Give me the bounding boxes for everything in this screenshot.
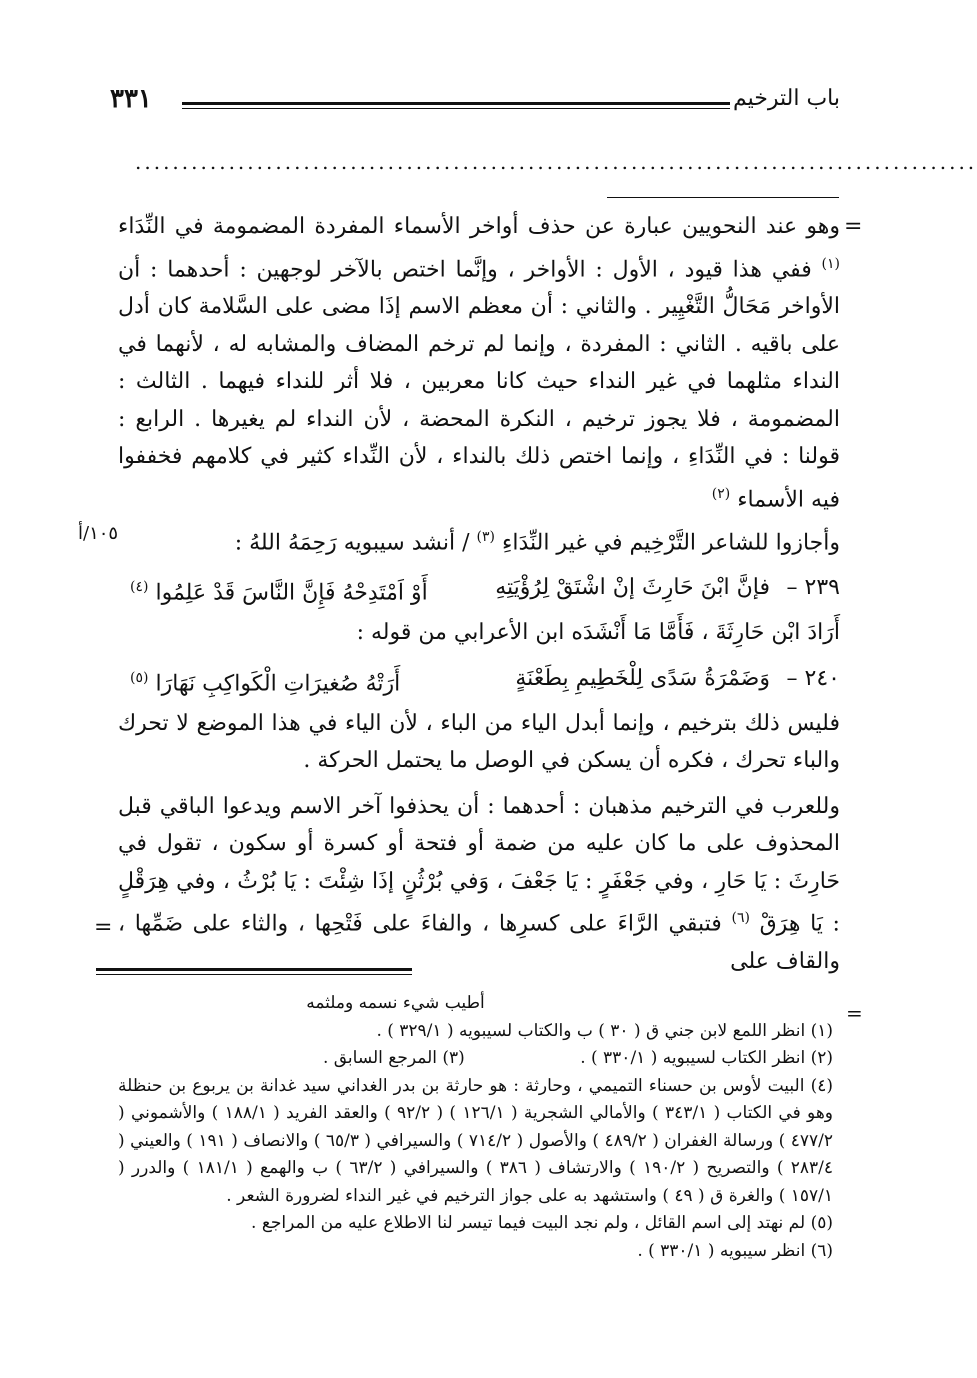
margin-reference: ١٠٥/أ bbox=[78, 523, 119, 544]
footnote-marker: (٣) bbox=[476, 528, 495, 545]
verse-number: ٢٣٩ – bbox=[786, 575, 840, 601]
footnote-rule bbox=[96, 968, 412, 975]
verse-first-hemistich: فإنَّ ابْنَ حَارِثَ إنْ اشْتَقْ لِرُؤْيَتِهِ bbox=[495, 575, 770, 601]
main-text bbox=[118, 208, 840, 981]
footnote-continuation-mark: = bbox=[846, 1001, 863, 1025]
text-run: فتبقي الرَّاءَ على كسرِها ، والفاءَ على فَتْحِها ، والثاء على ضَمِّها ، والقاف على bbox=[118, 911, 840, 975]
text-run: وللعرب في الترخيم مذهبان : أحدهما : أن يحذفوا آخر الاسم ويدعوا الباقي قبل المحذوف على ما كان عليه من ضمة أو فتحة أو كسرة أو سكون ، تقول في حَارِثَ : يَا حَارِ ، وفي جَعْفَرٍ : يَا جَعْفَ ، وَفي بُرْثُنٍ إذَا شِئْتَ : يَا بُرْثُ ، وفي هِرَقْلٍ : يَا هِرَقْ bbox=[118, 793, 841, 937]
footnote-item: (٢) انظر الكتاب لسيبويه ( ٣٣٠/١ ) . bbox=[580, 1048, 833, 1068]
chapter-title: باب الترخيم bbox=[732, 86, 840, 111]
footnote-row bbox=[118, 1045, 833, 1073]
paragraph bbox=[118, 788, 840, 981]
text-run: ففي هذا قيود ، الأول : الأواخر ، وإنَّما اختص بالآخر لوجهين : أحدهما : أن الأواخر مَحَالُّ التَّغْيِير . والثاني : أن معظم الاسم إذَا مضى على السَّلامة كان أدل على باقيه . الثاني : المفردة ، وإنما لم ترخم المضاف والمشابه له ، لأنهما في النداء مثلهما في غير النداء حيث كانا معربين ، فلا أثر للنداء فيهما . الثالث : المضمومة ، فلا يجوز ترخيم ، النكرة المحضة ، لأن النداء لم يغيرها . الرابع : قولنا : في النِّدَاءِ ، وإنما اختص ذلك بالنداء ، لأن النِّداء كثير في كلامهم فخففوا فيه الأسماء bbox=[118, 256, 840, 513]
text-run: أَوْ اَمْتَدِحْهُ فَإِنَّ النَّاسَ قَدْ عَلِمُوا bbox=[155, 580, 428, 606]
page-number: ٣٣١ bbox=[110, 84, 152, 114]
text-run: وأجازوا للشاعر التَّرْخِيم في غير النِّدَاءِ bbox=[501, 529, 840, 555]
continuation-mark-end: = bbox=[94, 915, 113, 940]
footnote-item: (٤) البيت لأوس بن حسناء التميمي ، وحارثة : هو حارثة بن بدر الغداني سيد غدانة بن يربوع بن حنظلة وهو في الكتاب ( ٣٤٣/١ ) والأمالي الشجرية ( ١٢٦/١ ) ( ٩٢/٢ ) والعقد الفريد ( ١٨٨/١ ) والأشموني ( ٤٧٧/٢ ) ورسالة الغفران ( ٤٨٩/٢ ) والأصول ( ٧١٤/٢ ) والسيرافي ( ٦٥/٣ ) والانصاف ( ١٩١ ) والعيني ( ٢٨٣/٤ ) والتصريح ( ١٩٠/٢ ) والارتشاف ( ٣٨٦ ) والسيرافي ( ٦٣/٢ ) ب والهمع ( ١٨١/١ ) والدرر ( ١٥٧/١ ) والغرة ق ( ٤٩ ) واستشهد به على جواز الترخيم في غير النداء لضرورة الشعر . bbox=[118, 1075, 834, 1206]
page-header bbox=[110, 82, 840, 122]
footnote-continued-verse: أطيب شيء نسمه وملثمه bbox=[306, 993, 485, 1013]
verse-239 bbox=[118, 569, 840, 614]
footnote-item: (٦) انظر سيبويه ( ٣٣٠/١ ) . bbox=[637, 1240, 833, 1261]
footnote-item: (٥) لم نهتد إلى اسم القائل ، ولم نجد البيت فيما تيسر لنا الاطلاع عليه من المراجع . bbox=[251, 1213, 833, 1233]
header-rule bbox=[182, 102, 730, 105]
footnote-item: (١) انظر اللمع لابن جني ق ( ٣٠ ) ب والكتاب لسيبويه ( ٣٢٩/١ ) . bbox=[376, 1020, 833, 1041]
footnote-marker: (٢) bbox=[711, 485, 731, 502]
paragraph bbox=[118, 519, 840, 562]
footnote-marker: (٤) bbox=[130, 579, 149, 596]
text-run: أَرَتْهُ صُغيرَاتِ الْكَواكِبِ نَهَارَا bbox=[155, 671, 401, 697]
footnote-item: (٣) المرجع السابق . bbox=[322, 1048, 465, 1068]
text-run: / أنشد سيبويه رَحِمَهُ اللهُ : bbox=[234, 529, 470, 555]
continuation-mark: = bbox=[844, 214, 863, 239]
verse-second-hemistich bbox=[130, 569, 428, 612]
dotted-separator: .......................................................................................... bbox=[135, 150, 977, 174]
paragraph: أَرَادَ ابْن حَارِثَةَ ، فَأَمَّا مَا أَنْشَدَه ابن الأعرابي من قوله : bbox=[356, 620, 840, 646]
footnote-marker: (١) bbox=[821, 255, 840, 272]
short-rule bbox=[607, 197, 839, 198]
verse-first-hemistich: وَضَمْرَةُ سَدًى لِلْخَطِيمِ بِطَعْنَةٍ bbox=[515, 665, 770, 691]
verse-number: ٢٤٠ – bbox=[786, 665, 840, 691]
paragraph bbox=[118, 208, 840, 519]
verse-240 bbox=[118, 660, 840, 705]
footnote-marker: (٦) bbox=[731, 910, 750, 927]
verse-second-hemistich bbox=[130, 660, 400, 703]
header-rule-thin bbox=[182, 108, 730, 109]
footnote-marker: (٥) bbox=[130, 669, 149, 686]
paragraph: فليس ذلك بترخيم ، وإنما أبدل الياء من الباء ، لأن الياء في هذا الموضع لا تحرك والباء تحرك ، فكره أن يسكن في الوصل ما يحتمل الحركة . bbox=[118, 710, 840, 774]
text-run: وهو عند النحويين عبارة عن حذف أواخر الأسماء المفردة المضمومة في النِّدَاء bbox=[118, 214, 840, 239]
footnotes bbox=[118, 990, 833, 1265]
